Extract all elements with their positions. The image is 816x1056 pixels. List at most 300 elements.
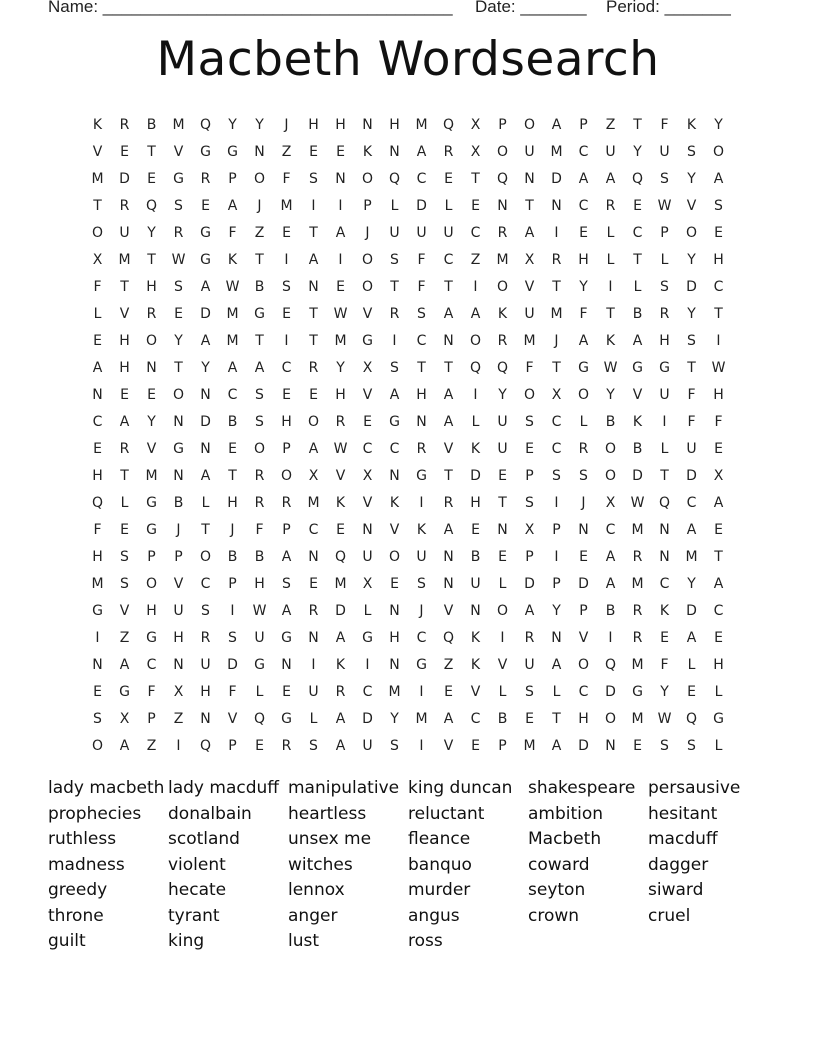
grid-letter[interactable]: C [362,684,373,700]
grid-letter[interactable]: N [578,522,589,538]
grid-letter[interactable]: A [119,414,130,430]
grid-letter[interactable]: M [334,576,347,592]
grid-letter[interactable]: A [443,414,454,430]
grid-letter[interactable]: X [470,144,481,160]
grid-letter[interactable]: E [174,306,183,322]
grid-letter[interactable]: G [281,630,292,646]
grid-letter[interactable]: T [93,198,102,214]
grid-letter[interactable]: H [713,657,724,673]
grid-letter[interactable]: N [92,657,103,673]
grid-letter[interactable]: O [469,333,482,349]
grid-letter[interactable]: E [390,576,399,592]
grid-letter[interactable]: R [335,414,346,430]
grid-letter[interactable]: H [146,279,157,295]
grid-letter[interactable]: J [581,495,586,511]
grid-letter[interactable]: E [525,441,534,457]
grid-letter[interactable]: G [254,306,265,322]
grid-letter[interactable]: N [173,468,184,484]
grid-letter[interactable]: Z [281,144,292,160]
grid-letter[interactable]: N [659,549,670,565]
grid-letter[interactable]: R [119,198,130,214]
grid-letter[interactable]: L [363,603,372,619]
grid-letter[interactable]: L [201,495,210,511]
grid-letter[interactable]: D [200,306,211,322]
grid-letter[interactable]: O [604,468,617,484]
grid-letter[interactable]: P [552,576,561,592]
grid-letter[interactable]: Y [147,225,156,241]
grid-letter[interactable]: U [524,306,535,322]
grid-letter[interactable]: T [120,468,129,484]
grid-letter[interactable]: X [470,117,481,133]
grid-letter[interactable]: H [470,495,481,511]
grid-letter[interactable]: I [608,279,613,295]
grid-letter[interactable]: V [578,630,589,646]
grid-letter[interactable]: F [660,657,669,673]
grid-letter[interactable]: A [254,360,265,376]
grid-letter[interactable]: N [524,171,535,187]
grid-letter[interactable]: D [686,468,697,484]
grid-letter[interactable]: O [307,414,320,430]
grid-letter[interactable]: P [228,738,237,754]
grid-letter[interactable]: V [389,522,400,538]
name-field[interactable]: Name: _____________________________________ [48,0,453,16]
grid-letter[interactable]: C [470,225,481,241]
grid-letter[interactable]: T [606,306,615,322]
grid-letter[interactable]: T [444,360,453,376]
grid-letter[interactable]: B [632,441,643,457]
grid-letter[interactable]: T [228,468,237,484]
grid-letter[interactable]: L [633,279,642,295]
grid-letter[interactable]: K [605,333,616,349]
grid-letter[interactable]: N [335,171,346,187]
grid-letter[interactable]: R [173,225,184,241]
grid-letter[interactable]: L [660,441,669,457]
grid-letter[interactable]: W [657,711,672,727]
grid-letter[interactable]: H [254,576,265,592]
grid-letter[interactable]: S [552,468,561,484]
grid-letter[interactable]: J [419,603,424,619]
grid-letter[interactable]: H [308,117,319,133]
grid-letter[interactable]: H [659,333,670,349]
grid-letter[interactable]: R [443,495,454,511]
grid-letter[interactable]: T [120,279,129,295]
grid-letter[interactable]: S [174,198,183,214]
grid-letter[interactable]: F [417,252,426,268]
grid-letter[interactable]: Y [147,414,156,430]
grid-letter[interactable]: U [470,576,481,592]
grid-letter[interactable]: Y [255,117,264,133]
grid-letter[interactable]: N [362,117,373,133]
grid-letter[interactable]: C [551,414,562,430]
grid-letter[interactable]: L [606,225,615,241]
grid-letter[interactable]: R [119,117,130,133]
grid-letter[interactable]: W [333,441,348,457]
grid-letter[interactable]: C [92,414,103,430]
grid-letter[interactable]: B [173,495,184,511]
grid-letter[interactable]: A [308,441,319,457]
grid-letter[interactable]: N [389,657,400,673]
grid-letter[interactable]: A [686,630,697,646]
grid-letter[interactable]: F [228,225,237,241]
grid-letter[interactable]: D [578,576,589,592]
grid-letter[interactable]: W [711,360,726,376]
grid-letter[interactable]: S [201,603,210,619]
grid-letter[interactable]: V [173,576,184,592]
grid-letter[interactable]: G [146,522,157,538]
grid-letter[interactable]: I [392,333,397,349]
grid-letter[interactable]: E [714,441,723,457]
grid-letter[interactable]: L [714,684,723,700]
grid-letter[interactable]: V [335,468,346,484]
grid-letter[interactable]: E [498,549,507,565]
grid-letter[interactable]: R [146,306,157,322]
grid-letter[interactable]: K [470,657,481,673]
grid-letter[interactable]: H [389,117,400,133]
grid-letter[interactable]: O [253,171,266,187]
grid-letter[interactable]: Y [174,333,183,349]
grid-letter[interactable]: S [282,279,291,295]
grid-letter[interactable]: S [525,414,534,430]
grid-letter[interactable]: A [416,144,427,160]
grid-letter[interactable]: Z [470,252,481,268]
grid-letter[interactable]: Y [498,387,507,403]
grid-letter[interactable]: A [605,576,616,592]
grid-letter[interactable]: E [309,144,318,160]
grid-letter[interactable]: Q [631,171,644,187]
grid-letter[interactable]: A [524,225,535,241]
grid-letter[interactable]: F [687,414,696,430]
grid-letter[interactable]: Y [336,360,345,376]
grid-letter[interactable]: H [92,468,103,484]
grid-letter[interactable]: G [254,657,265,673]
grid-letter[interactable]: P [525,549,534,565]
grid-letter[interactable]: I [473,279,478,295]
grid-letter[interactable]: C [227,387,238,403]
grid-letter[interactable]: A [470,306,481,322]
grid-letter[interactable]: N [173,657,184,673]
grid-letter[interactable]: U [659,387,670,403]
grid-letter[interactable]: T [552,279,561,295]
grid-letter[interactable]: R [389,306,400,322]
grid-letter[interactable]: A [578,333,589,349]
grid-letter[interactable]: G [146,630,157,646]
grid-letter[interactable]: I [230,603,235,619]
grid-letter[interactable]: L [390,198,399,214]
grid-letter[interactable]: Y [390,711,399,727]
grid-letter[interactable]: R [551,252,562,268]
grid-letter[interactable]: G [119,684,130,700]
grid-letter[interactable]: Q [388,171,401,187]
grid-letter[interactable]: X [605,495,616,511]
grid-letter[interactable]: Z [146,738,157,754]
grid-letter[interactable]: S [525,684,534,700]
grid-letter[interactable]: C [605,522,616,538]
grid-letter[interactable]: E [633,738,642,754]
grid-letter[interactable]: P [579,603,588,619]
grid-letter[interactable]: M [631,711,644,727]
grid-letter[interactable]: V [173,144,184,160]
grid-letter[interactable]: B [605,603,616,619]
grid-letter[interactable]: O [712,144,725,160]
grid-letter[interactable]: Q [685,711,698,727]
grid-letter[interactable]: K [497,306,508,322]
grid-letter[interactable]: V [686,198,697,214]
grid-letter[interactable]: E [579,225,588,241]
grid-letter[interactable]: M [91,171,104,187]
grid-letter[interactable]: E [498,468,507,484]
grid-letter[interactable]: E [444,171,453,187]
grid-letter[interactable]: S [687,144,696,160]
grid-letter[interactable]: Q [496,360,509,376]
grid-letter[interactable]: X [362,468,373,484]
grid-letter[interactable]: C [470,711,481,727]
grid-letter[interactable]: T [390,279,399,295]
grid-letter[interactable]: M [523,738,536,754]
grid-letter[interactable]: N [605,738,616,754]
grid-letter[interactable]: V [92,144,103,160]
grid-letter[interactable]: R [578,441,589,457]
grid-letter[interactable]: O [604,711,617,727]
grid-letter[interactable]: R [254,468,265,484]
grid-letter[interactable]: N [308,630,319,646]
grid-letter[interactable]: C [443,252,454,268]
grid-letter[interactable]: W [333,306,348,322]
grid-letter[interactable]: C [281,360,292,376]
grid-letter[interactable]: A [551,117,562,133]
grid-letter[interactable]: X [551,387,562,403]
grid-letter[interactable]: A [578,171,589,187]
grid-letter[interactable]: M [496,252,509,268]
grid-letter[interactable]: A [443,306,454,322]
grid-letter[interactable]: D [578,738,589,754]
grid-letter[interactable]: E [120,387,129,403]
grid-letter[interactable]: O [388,549,401,565]
grid-letter[interactable]: S [255,414,264,430]
grid-letter[interactable]: C [578,144,589,160]
grid-letter[interactable]: G [200,252,211,268]
grid-letter[interactable]: R [119,441,130,457]
grid-letter[interactable]: U [389,225,400,241]
grid-letter[interactable]: H [227,495,238,511]
grid-letter[interactable]: N [416,414,427,430]
grid-letter[interactable]: K [470,630,481,646]
grid-letter[interactable]: E [633,198,642,214]
grid-letter[interactable]: U [362,549,373,565]
grid-letter[interactable]: S [390,252,399,268]
grid-letter[interactable]: P [552,522,561,538]
grid-letter[interactable]: A [443,711,454,727]
grid-letter[interactable]: H [713,252,724,268]
grid-letter[interactable]: N [497,522,508,538]
grid-letter[interactable]: L [579,414,588,430]
grid-letter[interactable]: A [713,495,724,511]
grid-letter[interactable]: N [659,522,670,538]
grid-letter[interactable]: M [631,522,644,538]
grid-letter[interactable]: V [443,603,454,619]
grid-letter[interactable]: U [524,144,535,160]
grid-letter[interactable]: R [659,306,670,322]
grid-letter[interactable]: N [470,603,481,619]
grid-letter[interactable]: I [311,657,316,673]
grid-letter[interactable]: X [524,522,535,538]
grid-letter[interactable]: L [444,198,453,214]
grid-letter[interactable]: T [471,171,480,187]
grid-letter[interactable]: B [146,117,157,133]
grid-letter[interactable]: E [714,225,723,241]
grid-letter[interactable]: N [497,198,508,214]
grid-letter[interactable]: X [308,468,319,484]
grid-letter[interactable]: O [280,468,293,484]
grid-letter[interactable]: V [524,279,535,295]
grid-letter[interactable]: Q [442,630,455,646]
grid-letter[interactable]: I [419,684,424,700]
grid-letter[interactable]: K [389,495,400,511]
grid-letter[interactable]: R [200,171,211,187]
grid-letter[interactable]: E [228,441,237,457]
grid-letter[interactable]: Q [469,360,482,376]
grid-letter[interactable]: S [525,495,534,511]
grid-letter[interactable]: M [550,306,563,322]
grid-letter[interactable]: H [335,387,346,403]
grid-letter[interactable]: Y [633,144,642,160]
grid-letter[interactable]: R [416,441,427,457]
grid-letter[interactable]: M [172,117,185,133]
grid-letter[interactable]: G [146,495,157,511]
grid-letter[interactable]: K [335,495,346,511]
grid-letter[interactable]: A [551,657,562,673]
grid-letter[interactable]: M [118,252,131,268]
grid-letter[interactable]: V [119,306,130,322]
grid-letter[interactable]: S [417,306,426,322]
grid-letter[interactable]: C [200,576,211,592]
grid-letter[interactable]: W [657,198,672,214]
grid-letter[interactable]: N [443,549,454,565]
grid-letter[interactable]: C [551,441,562,457]
grid-letter[interactable]: R [605,198,616,214]
grid-letter[interactable]: H [119,333,130,349]
grid-letter[interactable]: F [525,360,534,376]
grid-letter[interactable]: I [554,549,559,565]
grid-letter[interactable]: L [120,495,129,511]
grid-letter[interactable]: R [497,333,508,349]
grid-letter[interactable]: U [362,738,373,754]
grid-letter[interactable]: R [632,549,643,565]
grid-letter[interactable]: N [200,387,211,403]
grid-letter[interactable]: O [91,738,104,754]
grid-letter[interactable]: E [579,549,588,565]
grid-letter[interactable]: J [176,522,181,538]
grid-letter[interactable]: E [363,414,372,430]
grid-letter[interactable]: N [551,630,562,646]
grid-letter[interactable]: O [91,225,104,241]
grid-letter[interactable]: A [632,333,643,349]
grid-letter[interactable]: C [659,576,670,592]
grid-letter[interactable]: A [200,279,211,295]
grid-letter[interactable]: U [497,441,508,457]
grid-letter[interactable]: I [284,252,289,268]
grid-letter[interactable]: K [416,522,427,538]
grid-letter[interactable]: S [687,738,696,754]
grid-letter[interactable]: V [146,441,157,457]
grid-letter[interactable]: E [93,441,102,457]
grid-letter[interactable]: V [362,306,373,322]
grid-letter[interactable]: E [525,711,534,727]
grid-letter[interactable]: D [605,684,616,700]
grid-letter[interactable]: H [281,414,292,430]
grid-letter[interactable]: T [201,522,210,538]
grid-letter[interactable]: C [416,333,427,349]
grid-letter[interactable]: M [550,144,563,160]
grid-letter[interactable]: X [362,360,373,376]
grid-letter[interactable]: R [497,225,508,241]
grid-letter[interactable]: T [525,198,534,214]
grid-letter[interactable]: F [282,171,291,187]
grid-letter[interactable]: N [389,468,400,484]
grid-letter[interactable]: F [417,279,426,295]
grid-letter[interactable]: H [335,117,346,133]
grid-letter[interactable]: V [362,495,373,511]
grid-letter[interactable]: S [687,333,696,349]
grid-letter[interactable]: R [632,603,643,619]
grid-letter[interactable]: T [633,117,642,133]
grid-letter[interactable]: X [713,468,724,484]
grid-letter[interactable]: B [227,414,238,430]
grid-letter[interactable]: Z [254,225,265,241]
grid-letter[interactable]: T [309,225,318,241]
grid-letter[interactable]: I [473,387,478,403]
grid-letter[interactable]: K [335,657,346,673]
grid-letter[interactable]: O [361,279,374,295]
grid-letter[interactable]: V [443,441,454,457]
grid-letter[interactable]: L [255,684,264,700]
grid-letter[interactable]: A [281,603,292,619]
grid-letter[interactable]: M [631,576,644,592]
grid-letter[interactable]: D [362,711,373,727]
grid-letter[interactable]: P [525,468,534,484]
grid-letter[interactable]: O [496,279,509,295]
grid-letter[interactable]: I [284,333,289,349]
grid-letter[interactable]: Z [173,711,184,727]
grid-letter[interactable]: S [255,387,264,403]
grid-letter[interactable]: U [173,603,184,619]
grid-letter[interactable]: E [714,522,723,538]
grid-letter[interactable]: G [362,630,373,646]
grid-letter[interactable]: M [145,468,158,484]
grid-letter[interactable]: E [471,738,480,754]
grid-letter[interactable]: D [200,414,211,430]
grid-letter[interactable]: A [713,171,724,187]
grid-letter[interactable]: C [416,171,427,187]
grid-letter[interactable]: S [309,738,318,754]
grid-letter[interactable]: N [308,279,319,295]
grid-letter[interactable]: V [362,387,373,403]
grid-letter[interactable]: D [470,468,481,484]
grid-letter[interactable]: S [174,279,183,295]
grid-letter[interactable]: S [309,171,318,187]
grid-letter[interactable]: C [632,225,643,241]
grid-letter[interactable]: D [227,657,238,673]
grid-letter[interactable]: A [200,468,211,484]
grid-letter[interactable]: W [630,495,645,511]
grid-letter[interactable]: A [281,549,292,565]
grid-letter[interactable]: E [120,144,129,160]
grid-letter[interactable]: V [227,711,238,727]
grid-letter[interactable]: Z [443,657,454,673]
grid-letter[interactable]: S [93,711,102,727]
grid-letter[interactable]: S [390,360,399,376]
grid-letter[interactable]: L [660,252,669,268]
grid-letter[interactable]: S [120,549,129,565]
